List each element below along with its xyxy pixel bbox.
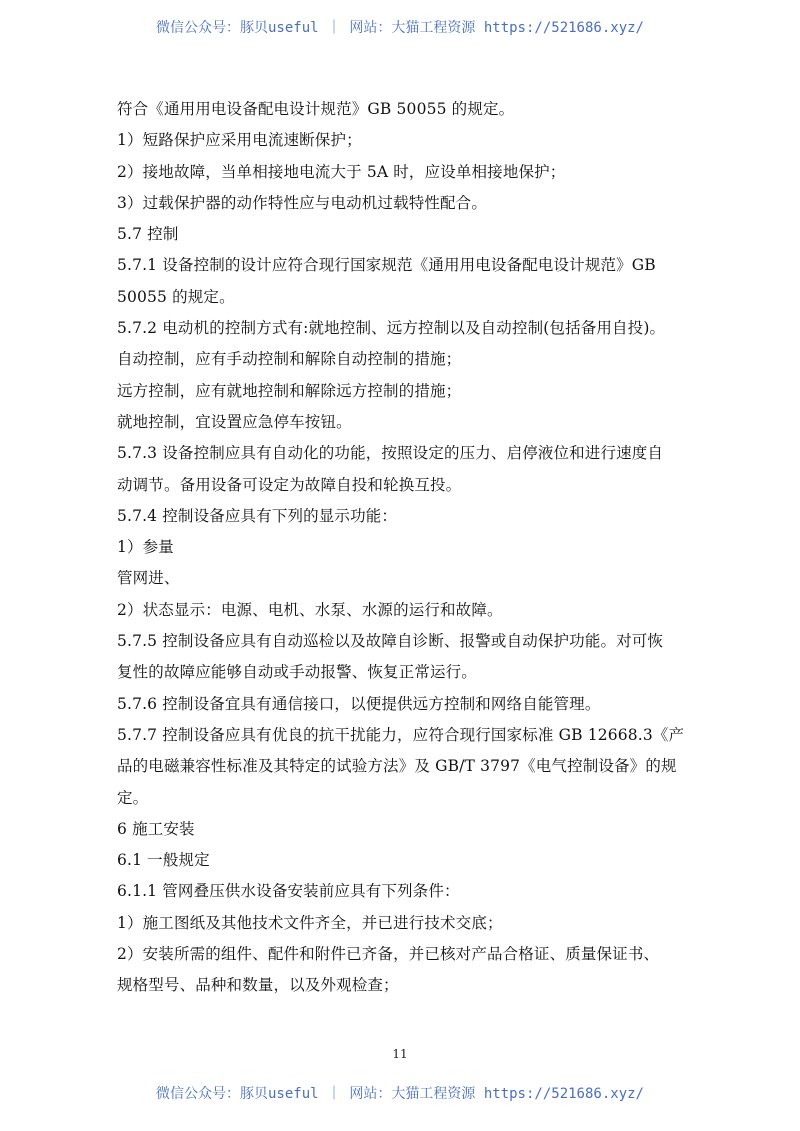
text-line: 1）参量 (117, 538, 174, 557)
watermark-header: 微信公众号：豚贝useful ｜ 网站：大猫工程资源 https://521686.xyz/ (155, 20, 644, 36)
text-line: 品的电磁兼容性标准及其特定的试验方法》及 GB/T 3797《电气控制设备》的规 (117, 757, 677, 776)
text-line: 3）过载保护器的动作特性应与电动机过载特性配合。 (117, 193, 487, 212)
text-line: 5.7.1 设备控制的设计应符合现行国家规范《通用用电设备配电设计规范》GB (117, 256, 656, 275)
text-line: 2）安装所需的组件、配件和附件已齐备，并已核对产品合格证、质量保证书、 (117, 945, 660, 964)
text-line: 2）状态显示：电源、电机、水泵、水源的运行和故障。 (117, 600, 503, 619)
text-line: 动调节。备用设备可设定为故障自投和轮换互投。 (117, 475, 462, 494)
text-line: 自动控制，应有手动控制和解除自动控制的措施； (117, 350, 462, 369)
text-line: 1）短路保护应采用电流速断保护； (117, 131, 362, 150)
text-line: 5.7.4 控制设备应具有下列的显示功能： (117, 506, 398, 525)
section-heading: 6.1 一般规定 (117, 851, 210, 870)
section-heading: 5.7 控制 (117, 225, 179, 244)
text-line: 1）施工图纸及其他技术文件齐全，并已进行技术交底； (117, 913, 503, 932)
text-line: 符合《通用用电设备配电设计规范》GB 50055 的规定。 (117, 100, 515, 118)
text-line: 5.7.6 控制设备宜具有通信接口，以便提供远方控制和网络自能管理。 (117, 694, 601, 713)
text-line: 管网进、 (117, 569, 180, 588)
text-line: 定。 (117, 788, 149, 807)
text-line: 5.7.3 设备控制应具有自动化的功能，按照设定的压力、启停液位和进行速度自 (117, 444, 664, 463)
text-line: 2）接地故障，当单相接地电流大于 5A 时，应设单相接地保护； (117, 162, 566, 181)
text-line: 5.7.2 电动机的控制方式有:就地控制、远方控制以及自动控制(包括备用自投)。 (117, 319, 666, 338)
text-line: 规格型号、品种和数量，以及外观检查； (117, 976, 399, 995)
section-heading: 6 施工安装 (117, 819, 195, 838)
text-line: 6.1.1 管网叠压供水设备安装前应具有下列条件： (117, 882, 460, 901)
page-number: 11 (392, 1047, 408, 1061)
document-body (117, 94, 687, 1002)
text-line: 就地控制，宜设置应急停车按钮。 (117, 412, 352, 431)
watermark-footer: 微信公众号：豚贝useful ｜ 网站：大猫工程资源 https://521686.xyz/ (155, 1086, 644, 1102)
text-line: 5.7.5 控制设备应具有自动巡检以及故障自诊断、报警或自动保护功能。对可恢 (117, 632, 664, 651)
text-line: 50055 的规定。 (117, 287, 235, 306)
text-line: 复性的故障应能够自动或手动报警、恢复正常运行。 (117, 663, 477, 682)
text-line: 5.7.7 控制设备应具有优良的抗干扰能力，应符合现行国家标准 GB 12668.3《产 (117, 725, 685, 744)
text-line: 远方控制，应有就地控制和解除远方控制的措施； (117, 381, 462, 400)
